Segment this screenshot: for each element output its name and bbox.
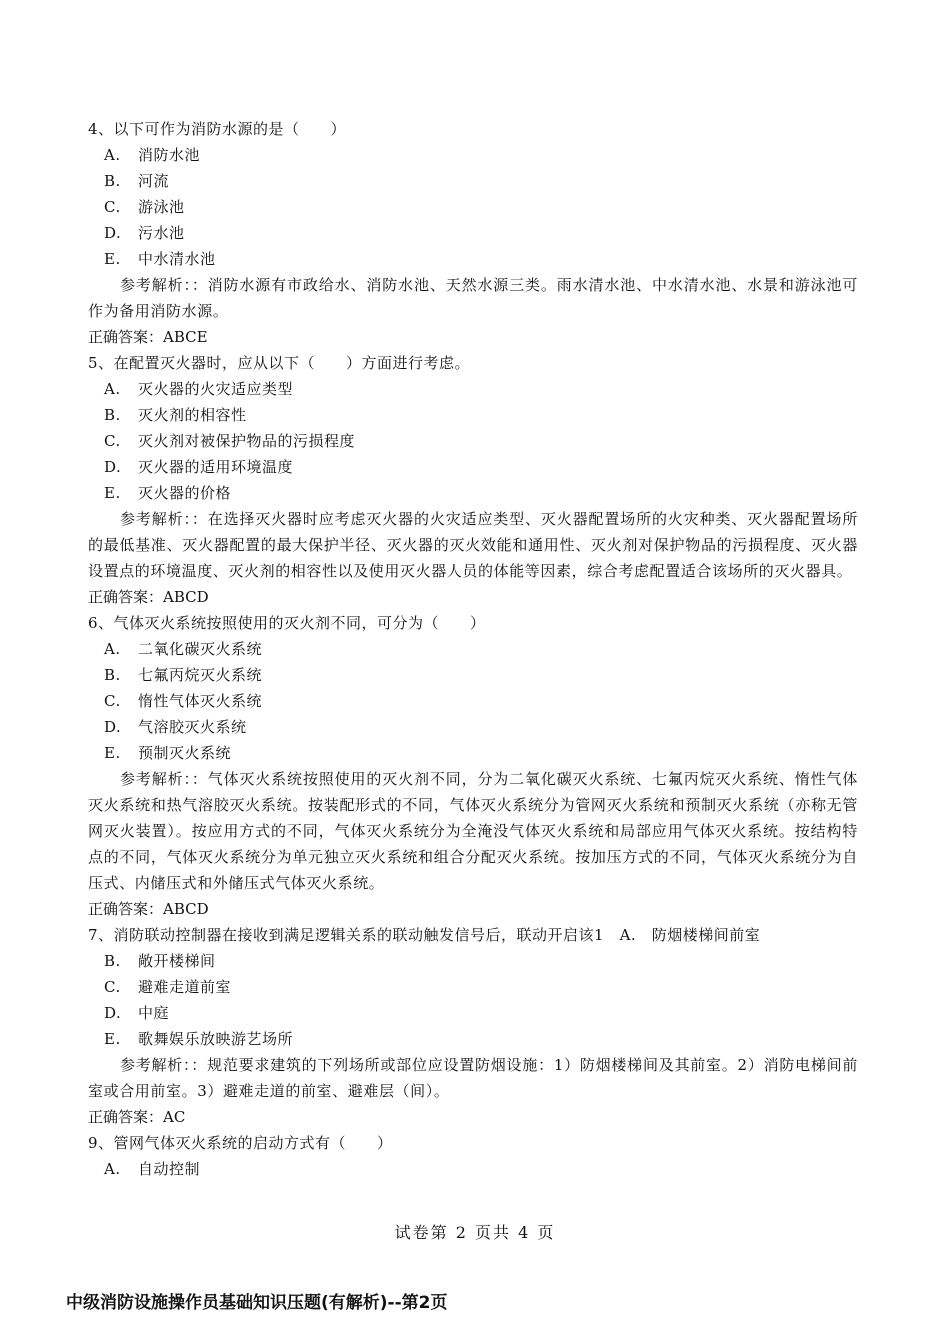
option-item bbox=[88, 662, 858, 688]
correct-answer: 正确答案：ABCE bbox=[88, 328, 208, 346]
document-title: 中级消防设施操作员基础知识压题(有解析)--第2页 bbox=[66, 1293, 448, 1313]
option-text: 灭火器的火灾适应类型 bbox=[138, 380, 294, 398]
option-item bbox=[88, 1000, 858, 1026]
option-item bbox=[88, 428, 858, 454]
correct-answer: 正确答案：ABCD bbox=[88, 900, 209, 918]
option-item bbox=[88, 220, 858, 246]
option-text: 预制灭火系统 bbox=[138, 744, 232, 762]
option-text: 惰性气体灭火系统 bbox=[138, 692, 263, 710]
option-letter: B. bbox=[104, 952, 121, 970]
option-text: 灭火器的价格 bbox=[138, 484, 232, 502]
correct-answer: 正确答案：ABCD bbox=[88, 588, 209, 606]
option-letter: A. bbox=[104, 380, 121, 398]
option-item bbox=[88, 142, 858, 168]
option-text: 七氟丙烷灭火系统 bbox=[138, 666, 263, 684]
option-text: 中水清水池 bbox=[138, 250, 216, 268]
option-text: 避难走道前室 bbox=[138, 978, 232, 996]
option-letter: D. bbox=[104, 1004, 122, 1022]
option-text: 二氧化碳灭火系统 bbox=[138, 640, 263, 658]
option-text: 消防水池 bbox=[138, 146, 201, 164]
option-letter: C. bbox=[104, 692, 121, 710]
option-item bbox=[88, 402, 858, 428]
option-letter: C. bbox=[104, 978, 121, 996]
analysis-paragraph: 参考解析：：规范要求建筑的下列场所或部位应设置防烟设施：1）防烟楼梯间及其前室。2）消防电梯间前室或合用前室。3）避难走道的前室、避难层（间）。 bbox=[88, 1056, 858, 1100]
option-text: 游泳池 bbox=[138, 198, 185, 216]
question-stem: 4、以下可作为消防水源的是（ ） bbox=[88, 120, 347, 138]
option-item bbox=[88, 948, 858, 974]
option-letter: C. bbox=[104, 432, 121, 450]
option-item bbox=[88, 376, 858, 402]
option-text: 灭火器的适用环境温度 bbox=[138, 458, 294, 476]
option-text: 气溶胶灭火系统 bbox=[138, 718, 247, 736]
option-letter: A. bbox=[104, 146, 121, 164]
option-letter: E. bbox=[104, 1030, 121, 1048]
correct-answer: 正确答案：AC bbox=[88, 1108, 186, 1126]
option-item bbox=[88, 688, 858, 714]
option-text: 自动控制 bbox=[138, 1160, 201, 1178]
question-stem: 5、在配置灭火器时，应从以下（ ）方面进行考虑。 bbox=[88, 354, 471, 372]
option-item bbox=[88, 636, 858, 662]
option-item bbox=[88, 480, 858, 506]
option-item bbox=[88, 168, 858, 194]
option-text: 灭火剂对被保护物品的污损程度 bbox=[138, 432, 356, 450]
option-item bbox=[88, 974, 858, 1000]
option-text: 敞开楼梯间 bbox=[138, 952, 216, 970]
option-letter: E. bbox=[104, 744, 121, 762]
exam-content bbox=[88, 116, 858, 1182]
option-letter: D. bbox=[104, 224, 122, 242]
option-letter: A. bbox=[104, 1160, 121, 1178]
option-text: 河流 bbox=[138, 172, 170, 190]
option-item bbox=[88, 246, 858, 272]
question-stem: 7、消防联动控制器在接收到满足逻辑关系的联动触发信号后，联动开启该1 A. 防烟楼梯间前室 bbox=[88, 926, 761, 944]
analysis-paragraph: 参考解析：：气体灭火系统按照使用的灭火剂不同，分为二氧化碳灭火系统、七氟丙烷灭火系统、惰性气体灭火系统和热气溶胶灭火系统。按装配形式的不同，气体灭火系统分为管网灭火系统和预制灭火系统（亦称无管网灭火装置）。按应用方式的不同，气体灭火系统分为全淹没气体灭火系统和局部应用气体灭火系统。按结构特点的不同，气体灭火系统分为单元独立灭火系统和组合分配灭火系统。按加压方式的不同，气体灭火系统分为自压式、内储压式和外储压式气体灭火系统。 bbox=[88, 770, 858, 892]
option-text: 灭火剂的相容性 bbox=[138, 406, 247, 424]
option-text: 中庭 bbox=[138, 1004, 170, 1022]
option-letter: D. bbox=[104, 458, 122, 476]
analysis-paragraph: 参考解析：：消防水源有市政给水、消防水池、天然水源三类。雨水清水池、中水清水池、水景和游泳池可作为备用消防水源。 bbox=[88, 276, 858, 320]
option-letter: B. bbox=[104, 172, 121, 190]
option-item bbox=[88, 1156, 858, 1182]
option-letter: A. bbox=[104, 640, 121, 658]
option-letter: B. bbox=[104, 406, 121, 424]
option-letter: C. bbox=[104, 198, 121, 216]
option-item bbox=[88, 740, 858, 766]
page-footer: 试卷第 2 页共 4 页 bbox=[394, 1223, 556, 1242]
option-item bbox=[88, 454, 858, 480]
option-letter: D. bbox=[104, 718, 122, 736]
option-item bbox=[88, 1026, 858, 1052]
option-text: 污水池 bbox=[138, 224, 185, 242]
option-item bbox=[88, 194, 858, 220]
option-text: 歌舞娱乐放映游艺场所 bbox=[138, 1030, 294, 1048]
option-letter: E. bbox=[104, 484, 121, 502]
question-stem: 9、管网气体灭火系统的启动方式有（ ） bbox=[88, 1134, 393, 1152]
option-letter: B. bbox=[104, 666, 121, 684]
option-item bbox=[88, 714, 858, 740]
option-letter: E. bbox=[104, 250, 121, 268]
question-stem: 6、气体灭火系统按照使用的灭火剂不同，可分为（ ） bbox=[88, 614, 486, 632]
analysis-paragraph: 参考解析：：在选择灭火器时应考虑灭火器的火灾适应类型、灭火器配置场所的火灾种类、灭火器配置场所的最低基准、灭火器配置的最大保护半径、灭火器的灭火效能和通用性、灭火剂对保护物品的污损程度、灭火器设置点的环境温度、灭火剂的相容性以及使用灭火器人员的体能等因素，综合考虑配置适合该场所的灭火器具。 bbox=[88, 510, 858, 580]
